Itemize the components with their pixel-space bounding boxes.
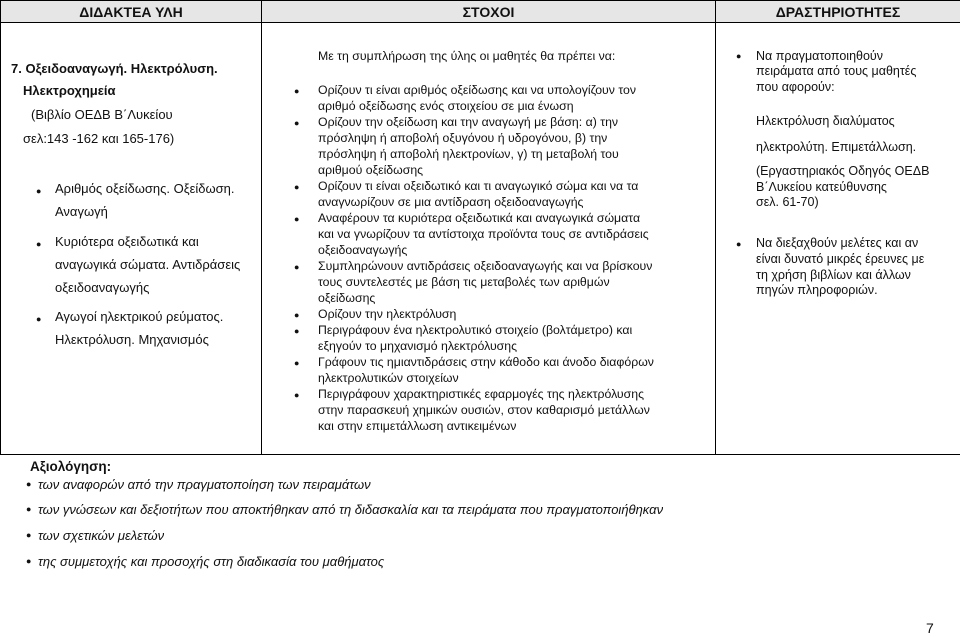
bullet-icon: ● [36, 314, 42, 324]
bullet-icon: ● [294, 358, 300, 368]
goal-line: Αναφέρουν τα κυριότερα οξειδωτικά και αναγωγικά σώματα [318, 211, 641, 225]
activity-line: Ηλεκτρόλυση διαλύματος [756, 114, 895, 128]
bullet-icon: ● [294, 214, 300, 224]
bullet-icon: ● [294, 390, 300, 400]
activity-line: τη χρήση βιβλίων και άλλων [756, 268, 911, 282]
bullet-icon: ● [294, 326, 300, 336]
content-cell [1, 23, 262, 455]
goals-cell [262, 23, 716, 455]
activity-line: Να πραγματοποιηθούν [756, 49, 884, 63]
bullet-icon: ● [294, 182, 300, 192]
book-reference: (Βιβλίο ΟΕΔΒ Β΄Λυκείου [31, 107, 173, 122]
chapter-subtitle: Ηλεκτροχημεία [23, 83, 116, 98]
header-activities: ΔΡΑΣΤΗΡΙΟΤΗΤΕΣ [716, 1, 960, 23]
goal-line: Ορίζουν τι είναι οξειδωτικό και τι αναγωγικό σώμα και να τα [318, 179, 639, 193]
activity-line: πειράματα από τους μαθητές [756, 64, 917, 78]
activity-line: που αφορούν: [756, 80, 835, 94]
header-content: ΔΙΔΑΚΤΕΑ ΥΛΗ [1, 1, 262, 23]
activity-line: πηγών πληροφοριών. [756, 283, 878, 297]
goal-line: πρόσληψη ή αποβολή ηλεκτρονίων, γ) τη μεταβολή του [318, 147, 619, 161]
goal-line: και στην επιμετάλλωση αντικειμένων [318, 419, 517, 433]
bullet-icon: ● [26, 530, 32, 540]
activity-reference: σελ. 61-70) [756, 195, 819, 209]
goal-line: ηλεκτρολυτικών στοιχείων [318, 371, 459, 385]
bullet-icon: ● [26, 479, 32, 489]
goal-line: Ορίζουν τι είναι αριθμός οξείδωσης και να υπολογίζουν τον [318, 83, 637, 97]
activity-reference: (Εργαστηριακός Οδηγός ΟΕΔΒ [756, 164, 930, 178]
header-row [1, 1, 960, 23]
goal-line: πρόσληψη ή αποβολή οξυγόνου ή υδρογόνου, β) την [318, 131, 608, 145]
activity-line: ηλεκτρολύτη. Επιμετάλλωση. [756, 140, 917, 154]
topic-line: αναγωγικά σώματα. Αντιδράσεις [55, 257, 241, 272]
evaluation-title: Αξιολόγηση: [30, 459, 112, 474]
goals-intro: Με τη συμπλήρωση της ύλης οι μαθητές θα πρέπει να: [318, 49, 616, 63]
goal-line: Περιγράφουν χαρακτηριστικές εφαρμογές της ηλεκτρόλυσης [318, 387, 645, 401]
goal-line: τους συντελεστές με βάση τις μεταβολές των αριθμών [318, 275, 610, 289]
bullet-icon: ● [36, 186, 42, 196]
activity-reference: Β΄Λυκείου κατεύθυνσης [756, 180, 887, 194]
topic-line: Αριθμός οξείδωσης. Οξείδωση. [55, 181, 235, 196]
bullet-icon: ● [294, 118, 300, 128]
evaluation-item: των αναφορών από την πραγματοποίηση των πειραμάτων [38, 477, 371, 492]
bullet-icon: ● [26, 556, 32, 566]
activity-line: είναι δυνατό μικρές έρευνες με [756, 252, 925, 266]
goal-line: αναγνωρίζουν σε μια αντίδραση οξειδοαναγωγής [318, 195, 584, 209]
bullet-icon: ● [36, 239, 42, 249]
activity-line: Να διεξαχθούν μελέτες και αν [756, 236, 919, 250]
bullet-icon: ● [294, 310, 300, 320]
bullet-icon: ● [736, 51, 742, 61]
goal-line: οξείδωσης [318, 291, 376, 305]
evaluation-item: των σχετικών μελετών [38, 528, 165, 543]
content-row [1, 23, 960, 455]
topic-line: οξειδοαναγωγής [55, 280, 150, 295]
page-number: 7 [926, 620, 934, 636]
goal-line: Ορίζουν την οξείδωση και την αναγωγή με βάση: α) την [318, 115, 619, 129]
evaluation-item: των γνώσεων και δεξιοτήτων που αποκτήθηκαν από τη διδασκαλία και τα πειράματα που πραγματοποιήθηκαν [38, 502, 664, 517]
goal-line: Περιγράφουν ένα ηλεκτρολυτικό στοιχείο (βολτάμετρο) και [318, 323, 633, 337]
goal-line: αριθμού οξείδωσης [318, 163, 424, 177]
topic-line: Ηλεκτρόλυση. Μηχανισμός [55, 332, 209, 347]
goal-line: οξειδοαναγωγής [318, 243, 408, 257]
evaluation-item: της συμμετοχής και προσοχής στη διαδικασία του μαθήματος [38, 554, 385, 569]
bullet-icon: ● [294, 262, 300, 272]
goal-line: Γράφουν τις ημιαντιδράσεις στην κάθοδο και άνοδο διαφόρων [318, 355, 654, 369]
topic-line: Αναγωγή [55, 204, 108, 219]
topic-line: Αγωγοί ηλεκτρικού ρεύματος. [55, 309, 224, 324]
activities-cell [716, 23, 960, 455]
bullet-icon: ● [294, 86, 300, 96]
topic-line: Κυριότερα οξειδωτικά και [55, 234, 199, 249]
goal-line: στην παρασκευή χημικών ουσιών, στον καθαρισμό μετάλλων [318, 403, 650, 417]
goal-line: εξηγούν το μηχανισμό ηλεκτρόλυσης [318, 339, 518, 353]
header-goals: ΣΤΟΧΟΙ [262, 1, 716, 23]
bullet-icon: ● [736, 239, 742, 249]
goal-line: και να γνωρίζουν τα αντίστοιχα προϊόντα τους σε αντιδράσεις [318, 227, 649, 241]
book-pages: σελ:143 -162 και 165-176) [23, 131, 175, 146]
chapter-title: 7. Οξειδοαναγωγή. Ηλεκτρόλυση. [11, 61, 218, 76]
goal-line: αριθμό οξείδωσης ενός στοιχείου σε μια ένωση [318, 99, 574, 113]
goal-line: Ορίζουν την ηλεκτρόλυση [318, 307, 457, 321]
goal-line: Συμπληρώνουν αντιδράσεις οξειδοαναγωγής και να βρίσκουν [318, 259, 653, 273]
bullet-icon: ● [26, 504, 32, 514]
